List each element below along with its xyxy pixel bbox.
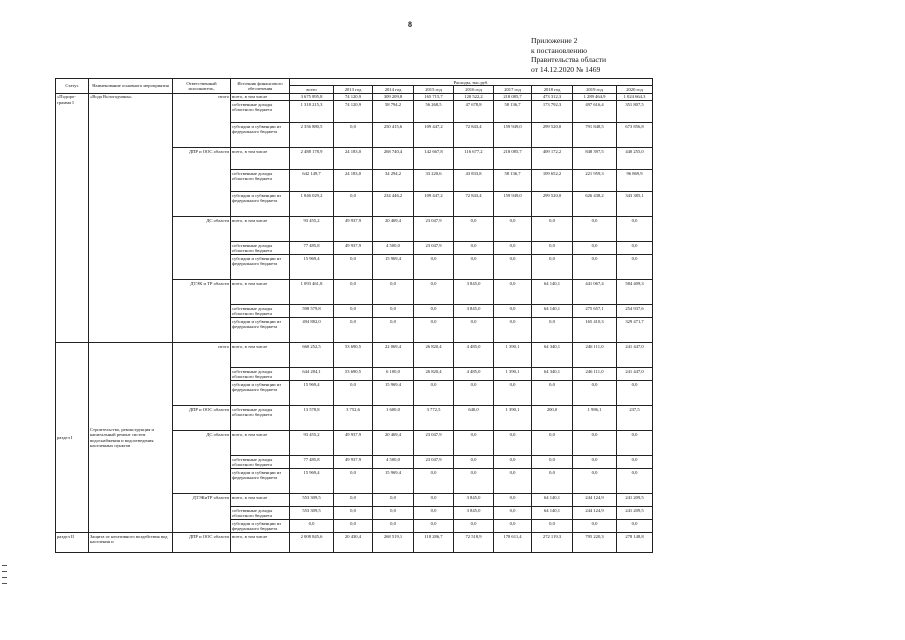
value-cell: 440 255,0 [617, 148, 653, 170]
value-cell: 246 111,0 [573, 343, 617, 368]
value-cell: 644 284,1 [290, 368, 334, 381]
source-cell: всего, в том числе [231, 93, 290, 100]
header-source: Источник финансового обеспечения [231, 79, 290, 94]
value-cell: 218 085,7 [494, 148, 532, 170]
value-cell: 309 209,8 [373, 93, 414, 100]
value-cell: 23 047,9 [414, 456, 454, 469]
value-cell: 178 611,4 [494, 533, 532, 553]
value-cell: 0,0 [573, 217, 617, 242]
value-cell: 0,0 [573, 431, 617, 456]
header-executor: Ответственный исполнитель, [173, 79, 231, 94]
value-cell: 142 667,8 [414, 148, 454, 170]
value-cell: 74 120,9 [334, 101, 373, 123]
value-cell: 0,0 [454, 469, 494, 494]
value-cell: 1 024 664,3 [617, 93, 653, 100]
value-cell: 0,0 [617, 469, 653, 494]
value-cell: 584 409,3 [617, 280, 653, 305]
value-cell: 2 488 178,9 [290, 148, 334, 170]
value-cell: 250 415,6 [373, 123, 414, 148]
value-cell: 0,0 [532, 469, 573, 494]
value-cell: 329 471,7 [617, 318, 653, 343]
value-cell: 0,0 [373, 507, 414, 520]
value-cell: 0,0 [334, 318, 373, 343]
value-cell: 53 690,5 [334, 368, 373, 381]
value-cell: 0,0 [334, 520, 373, 533]
executor-cell: итого [173, 343, 231, 406]
value-cell: 626 438,2 [573, 192, 617, 217]
value-cell: 0,0 [617, 431, 653, 456]
name-cell: Защита от негативного воздействия вод населения и [89, 533, 173, 553]
value-cell: 109 447,2 [414, 192, 454, 217]
value-cell: 0,0 [617, 456, 653, 469]
value-cell: 0,0 [414, 381, 454, 406]
header-year: 2016 год [454, 86, 494, 93]
value-cell: 254 937,6 [617, 305, 653, 318]
value-cell: 0,0 [573, 520, 617, 533]
value-cell: 0,0 [573, 381, 617, 406]
value-cell: 58 794,2 [373, 101, 414, 123]
value-cell: 1 600,0 [373, 406, 414, 431]
value-cell: 0,0 [573, 469, 617, 494]
value-cell: 116 677,2 [454, 148, 494, 170]
value-cell: 33 220,6 [414, 170, 454, 192]
source-cell: всего, в том числе [231, 494, 290, 507]
appendix-line: от 14.12.2020 № 1469 [531, 64, 601, 74]
value-cell: 0,0 [454, 431, 494, 456]
value-cell: 23 047,9 [414, 242, 454, 255]
value-cell: 275 657,1 [573, 305, 617, 318]
value-cell: 494 882,0 [290, 318, 334, 343]
header-year: 2018 год [532, 86, 573, 93]
value-cell: 0,0 [494, 280, 532, 305]
value-cell: 0,0 [532, 217, 573, 242]
value-cell: 4 500,0 [373, 242, 414, 255]
value-cell: 0,0 [414, 507, 454, 520]
value-cell: 553 309,5 [290, 494, 334, 507]
source-cell: субсидии и субвенции из федерального бюджета [231, 520, 290, 533]
value-cell: 49 937,9 [334, 217, 373, 242]
value-cell: 299 520,0 [532, 123, 573, 148]
header-status: Статус [56, 79, 89, 94]
value-cell: 165 715,7 [414, 93, 454, 100]
value-cell: 218 085,7 [494, 93, 532, 100]
value-cell: 0,0 [617, 217, 653, 242]
value-cell: 0,0 [454, 255, 494, 280]
value-cell: 0,0 [494, 494, 532, 507]
source-cell: всего, в том числе [231, 217, 290, 242]
value-cell: 34 294,2 [373, 170, 414, 192]
value-cell: 1 390,1 [494, 406, 532, 431]
executor-cell: ДС области [173, 217, 231, 280]
value-cell: 72 518,9 [454, 533, 494, 553]
expenses-table [55, 78, 653, 553]
status-cell: «Подпро-грамма I [56, 93, 89, 342]
value-cell: 1 986,1 [573, 406, 617, 431]
value-cell: 96 869,9 [617, 170, 653, 192]
value-cell: 299 520,0 [532, 192, 573, 217]
value-cell: 3 845,0 [454, 507, 494, 520]
value-cell: 159 949,0 [494, 123, 532, 148]
value-cell: 673 856,8 [617, 123, 653, 148]
value-cell: 241 447,0 [617, 368, 653, 381]
value-cell: 1 318 215,3 [290, 101, 334, 123]
value-cell: 0,0 [573, 456, 617, 469]
header-year: 2014 год [373, 86, 414, 93]
value-cell: 43 833,8 [454, 170, 494, 192]
value-cell: 640,0 [454, 406, 494, 431]
value-cell: 74 120,9 [334, 93, 373, 100]
value-cell: 0,0 [494, 507, 532, 520]
value-cell: 120 522,2 [454, 93, 494, 100]
value-cell: 0,0 [334, 381, 373, 406]
executor-cell: ДПР и ООС области [173, 533, 231, 553]
executor-cell: ДТЭК и ТР области [173, 280, 231, 343]
value-cell: 200,0 [532, 406, 573, 431]
value-cell: 24 183,0 [334, 148, 373, 170]
source-cell: субсидии и субвенции из федерального бюджета [231, 318, 290, 343]
source-cell: собственные доходы областного бюджета [231, 305, 290, 318]
value-cell: 64 140,1 [532, 305, 573, 318]
value-cell: 0,0 [494, 217, 532, 242]
source-cell: собственные доходы областного бюджета [231, 406, 290, 431]
value-cell: 0,0 [494, 456, 532, 469]
value-cell: 49 937,9 [334, 456, 373, 469]
value-cell: 244 124,9 [573, 507, 617, 520]
value-cell: 22 069,4 [373, 343, 414, 368]
value-cell: 0,0 [532, 242, 573, 255]
value-cell: 795 220,3 [573, 533, 617, 553]
value-cell: 2 356 880,5 [290, 123, 334, 148]
value-cell: 173 792,3 [532, 101, 573, 123]
value-cell: 49 937,9 [334, 431, 373, 456]
value-cell: 3 845,0 [454, 494, 494, 507]
value-cell: 0,0 [494, 305, 532, 318]
value-cell: 58 136,7 [494, 170, 532, 192]
source-cell: собственные доходы областного бюджета [231, 170, 290, 192]
source-cell: субсидии и субвенции из федерального бюджета [231, 255, 290, 280]
executor-cell: итого [173, 93, 231, 147]
status-cell: раздел II [56, 533, 89, 553]
value-cell: 0,0 [334, 192, 373, 217]
value-cell: 0,0 [373, 494, 414, 507]
value-cell: 72 843,4 [454, 192, 494, 217]
value-cell: 15 969,4 [373, 381, 414, 406]
value-cell: 58 136,7 [494, 101, 532, 123]
value-cell: 268 519,1 [373, 533, 414, 553]
value-cell: 234 446,2 [373, 192, 414, 217]
value-cell: 64 140,1 [532, 494, 573, 507]
value-cell: 0,0 [334, 280, 373, 305]
value-cell: 0,0 [454, 217, 494, 242]
source-cell: субсидии и субвенции из федерального бюджета [231, 469, 290, 494]
value-cell: 642 149,7 [290, 170, 334, 192]
value-cell: 15 969,4 [373, 469, 414, 494]
appendix-line: Правительства области [531, 55, 607, 65]
value-cell: 0,0 [532, 255, 573, 280]
value-cell: 0,0 [532, 318, 573, 343]
header-expenses: Расходы, тыс.руб. [290, 79, 653, 86]
value-cell: 23 047,9 [414, 217, 454, 242]
value-cell: 0,0 [414, 520, 454, 533]
margin-marks [2, 560, 8, 589]
value-cell: 109 652,2 [532, 170, 573, 192]
value-cell: 3 772,5 [414, 406, 454, 431]
value-cell: 0,0 [373, 305, 414, 318]
value-cell: 0,0 [414, 280, 454, 305]
value-cell: 4 500,0 [373, 456, 414, 469]
value-cell: 278 148,8 [617, 533, 653, 553]
value-cell: 0,0 [494, 381, 532, 406]
value-cell: 26 820,4 [414, 343, 454, 368]
value-cell: 109 447,2 [414, 123, 454, 148]
value-cell: 0,0 [532, 381, 573, 406]
value-cell: 0,0 [290, 520, 334, 533]
value-cell: 13 578,8 [290, 406, 334, 431]
executor-cell: ДС области [173, 431, 231, 494]
value-cell: 0,0 [617, 520, 653, 533]
value-cell: 553 309,5 [290, 507, 334, 520]
value-cell: 23 047,9 [414, 431, 454, 456]
value-cell: 64 140,1 [532, 507, 573, 520]
table-row [56, 93, 653, 100]
value-cell: 4 485,0 [454, 343, 494, 368]
value-cell: 77 485,8 [290, 456, 334, 469]
value-cell: 0,0 [454, 318, 494, 343]
value-cell: 0,0 [494, 431, 532, 456]
value-cell: 1 390,1 [494, 368, 532, 381]
executor-cell: ДПР и ООС области [173, 406, 231, 431]
value-cell: 343 385,1 [617, 192, 653, 217]
value-cell: 0,0 [414, 255, 454, 280]
source-cell: субсидии и субвенции из федерального бюджета [231, 123, 290, 148]
value-cell: 241 447,0 [617, 343, 653, 368]
value-cell: 0,0 [454, 456, 494, 469]
value-cell: 26 820,4 [414, 368, 454, 381]
value-cell: 0,0 [334, 469, 373, 494]
value-cell: 3 845,0 [454, 305, 494, 318]
value-cell: 0,0 [373, 520, 414, 533]
value-cell: 15 969,4 [290, 381, 334, 406]
header-name: Наименование основного мероприятия [89, 79, 173, 94]
source-cell: всего, в том числе [231, 343, 290, 368]
value-cell: 0,0 [414, 469, 454, 494]
table-row [56, 533, 653, 553]
value-cell: 53 690,5 [334, 343, 373, 368]
value-cell: 159 949,0 [494, 192, 532, 217]
executor-cell: ДПР и ООС области [173, 148, 231, 217]
executor-cell: ДТЭКиТР области [173, 494, 231, 533]
value-cell: 118 286,7 [414, 533, 454, 553]
value-cell: 15 969,4 [290, 469, 334, 494]
appendix-line: к постановлению [531, 45, 588, 55]
name-cell: Строительство, реконструкция и капитальный ремонт систем водоснабжения и водоотведения населенных пунктов [89, 343, 173, 533]
value-cell: 241 209,5 [617, 507, 653, 520]
value-cell: 15 969,4 [373, 255, 414, 280]
page-number: 8 [408, 20, 412, 29]
value-cell: 0,0 [532, 520, 573, 533]
value-cell: 268 740,4 [373, 148, 414, 170]
source-cell: собственные доходы областного бюджета [231, 507, 290, 520]
value-cell: 0,0 [414, 494, 454, 507]
value-cell: 0,0 [454, 381, 494, 406]
source-cell: субсидии и субвенции из федерального бюджета [231, 192, 290, 217]
source-cell: всего, в том числе [231, 431, 290, 456]
source-cell: субсидии и субвенции из федерального бюджета [231, 381, 290, 406]
value-cell: 237,5 [617, 406, 653, 431]
source-cell: собственные доходы областного бюджета [231, 242, 290, 255]
name-cell: «Вода Вологодчины» [89, 93, 173, 342]
value-cell: 221 959,3 [573, 170, 617, 192]
value-cell: 246 111,0 [573, 368, 617, 381]
value-cell: 848 397,5 [573, 148, 617, 170]
value-cell: 0,0 [373, 318, 414, 343]
value-cell: 0,0 [494, 318, 532, 343]
value-cell: 49 937,9 [334, 242, 373, 255]
value-cell: 244 124,9 [573, 494, 617, 507]
value-cell: 660 252,5 [290, 343, 334, 368]
appendix-line: Приложение 2 [531, 36, 578, 45]
value-cell: 598 579,8 [290, 305, 334, 318]
value-cell: 20 430,4 [334, 533, 373, 553]
header-year: всего [290, 86, 334, 93]
source-cell: собственные доходы областного бюджета [231, 101, 290, 123]
source-cell: всего, в том числе [231, 533, 290, 553]
value-cell: 3 752,6 [334, 406, 373, 431]
value-cell: 241 209,5 [617, 494, 653, 507]
value-cell: 56 268,5 [414, 101, 454, 123]
value-cell: 0,0 [494, 469, 532, 494]
header-year: 2020 год [617, 86, 653, 93]
value-cell: 1 846 029,2 [290, 192, 334, 217]
value-cell: 1 390,1 [494, 343, 532, 368]
value-cell: 351 807,5 [617, 101, 653, 123]
value-cell: 0,0 [494, 255, 532, 280]
source-cell: собственные доходы областного бюджета [231, 368, 290, 381]
table-row [56, 343, 653, 368]
value-cell: 64 340,1 [532, 343, 573, 368]
value-cell: 93 455,2 [290, 217, 334, 242]
value-cell: 0,0 [494, 242, 532, 255]
value-cell: 1 093 461,8 [290, 280, 334, 305]
header-year: 2013 год [334, 86, 373, 93]
value-cell: 272 119,3 [532, 533, 573, 553]
value-cell: 20 469,4 [373, 217, 414, 242]
value-cell: 77 485,8 [290, 242, 334, 255]
value-cell: 0,0 [532, 456, 573, 469]
value-cell: 0,0 [617, 242, 653, 255]
value-cell: 0,0 [334, 305, 373, 318]
value-cell: 2 008 845,6 [290, 533, 334, 553]
value-cell: 0,0 [454, 520, 494, 533]
value-cell: 497 616,4 [573, 101, 617, 123]
header-year: 2015 год [414, 86, 454, 93]
appendix-header [531, 36, 606, 74]
value-cell: 0,0 [334, 494, 373, 507]
value-cell: 64 340,1 [532, 368, 573, 381]
value-cell: 0,0 [373, 280, 414, 305]
value-cell: 165 410,3 [573, 318, 617, 343]
value-cell: 47 678,8 [454, 101, 494, 123]
value-cell: 791 848,5 [573, 123, 617, 148]
value-cell: 0,0 [573, 242, 617, 255]
value-cell: 93 455,2 [290, 431, 334, 456]
value-cell: 0,0 [414, 318, 454, 343]
source-cell: всего, в том числе [231, 280, 290, 305]
value-cell: 441 067,4 [573, 280, 617, 305]
header-year: 2019 год [573, 86, 617, 93]
source-cell: всего, в том числе [231, 148, 290, 170]
value-cell: 0,0 [494, 520, 532, 533]
value-cell: 0,0 [454, 242, 494, 255]
value-cell: 1 289 464,9 [573, 93, 617, 100]
value-cell: 6 100,0 [373, 368, 414, 381]
value-cell: 4 485,0 [454, 368, 494, 381]
value-cell: 3 675 895,8 [290, 93, 334, 100]
value-cell: 0,0 [334, 255, 373, 280]
value-cell: 0,0 [334, 123, 373, 148]
source-cell: собственные доходы областного бюджета [231, 456, 290, 469]
value-cell: 0,0 [617, 381, 653, 406]
value-cell: 64 140,1 [532, 280, 573, 305]
value-cell: 72 843,4 [454, 123, 494, 148]
header-year: 2017 год [494, 86, 532, 93]
status-cell: раздел I [56, 343, 89, 533]
value-cell: 15 969,4 [290, 255, 334, 280]
value-cell: 409 172,2 [532, 148, 573, 170]
value-cell: 0,0 [617, 255, 653, 280]
value-cell: 0,0 [573, 255, 617, 280]
value-cell: 0,0 [414, 305, 454, 318]
value-cell: 24 183,0 [334, 170, 373, 192]
value-cell: 0,0 [334, 507, 373, 520]
value-cell: 473 312,3 [532, 93, 573, 100]
value-cell: 20 469,4 [373, 431, 414, 456]
value-cell: 3 845,0 [454, 280, 494, 305]
value-cell: 0,0 [532, 431, 573, 456]
